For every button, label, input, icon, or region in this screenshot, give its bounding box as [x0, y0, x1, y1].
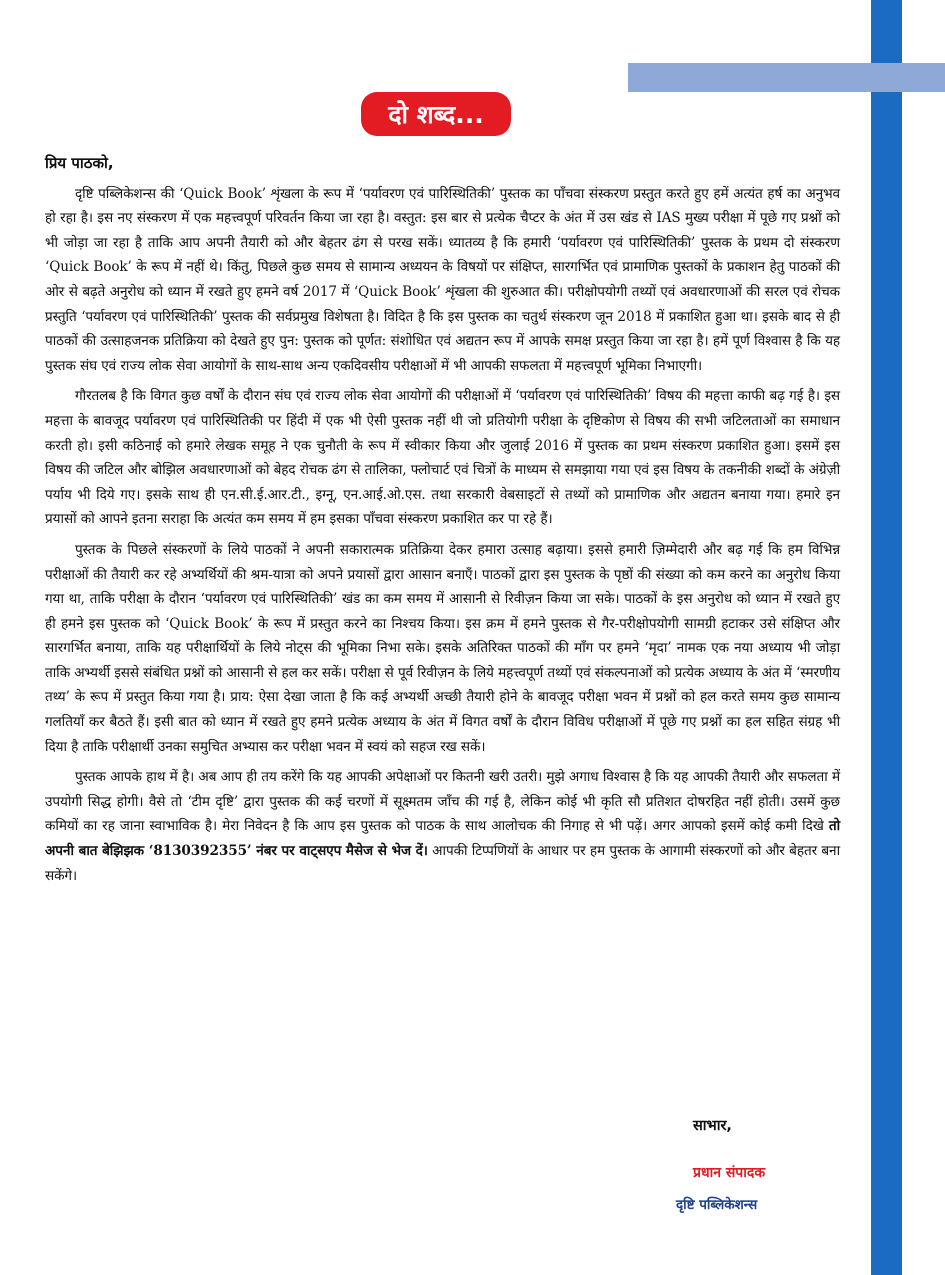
paragraph-4-text-b: आपकी टिप्पणियों के आधार पर हम पुस्तक के आगामी संस्करणों को और बेहतर बना सकेंगे। [45, 843, 840, 884]
paragraph-4 [45, 765, 840, 888]
whatsapp-contact-note: तो अपनी बात बेझिझक ‘8130392355’ नंबर पर वाट्सएप मैसेज से भेज दें। [45, 818, 840, 860]
signer-title: प्रधान संपादक [693, 1165, 766, 1181]
signer-organization: दृष्टि पब्लिकेशन्स [676, 1197, 758, 1213]
page-title: दो शब्द... [361, 92, 511, 136]
decorative-horizontal-stripe [628, 63, 945, 92]
closing-regards: साभार, [693, 1118, 732, 1134]
paragraph-4-text-a: पुस्तक आपके हाथ में है। अब आप ही तय करेंगे कि यह आपकी अपेक्षाओं पर कितनी खरी उतरी। मुझे अगाध विश्वास है कि यह आपकी तैयारी और सफलता में उपयोगी सिद्ध होगी। वैसे तो ‘टीम दृष्टि’ द्वारा पुस्तक की कई चरणों में सूक्ष्मतम जाँच की गई है, लेकिन कोई भी कृति सौ प्रतिशत दोषरहित नहीं होती। उसमें कुछ कमियों का रह जाना स्वाभाविक है। मेरा निवेदन है कि आप इस पुस्तक को पाठक के साथ आलोचक की निगाह से भी पढ़ें। अगर आपको इसमें कोई कमी दिखे [45, 769, 840, 835]
salutation: प्रिय पाठको, [45, 154, 114, 172]
decorative-vertical-stripe [871, 0, 902, 1275]
paragraph-1: दृष्टि पब्लिकेशन्स की ‘Quick Book’ शृंखला के रूप में ‘पर्यावरण एवं पारिस्थितिकी’ पुस्तक का पाँचवा संस्करण प्रस्तुत करते हुए हमें अत्यंत हर्ष का अनुभव हो रहा है। इस नए संस्करण में एक महत्त्वपूर्ण परिवर्तन किया जा रहा है। वस्तुत: इस बार से प्रत्येक चैप्टर के अंत में उस खंड से IAS मुख्य परीक्षा में पूछे गए प्रश्नों को भी जोड़ा जा रहा है ताकि आप अपनी तैयारी को और बेहतर ढंग से परख सकें। ध्यातव्य है कि हमारी ‘पर्यावरण एवं पारिस्थितिकी’ पुस्तक के प्रथम दो संस्करण ‘Quick Book’ के रूप में नहीं थे। किंतु, पिछले कुछ समय से सामान्य अध्ययन के विषयों पर संक्षिप्त, सारगर्भित एवं प्रामाणिक पुस्तकों के प्रकाशन हेतु पाठकों की ओर से बढ़ते अनुरोध को ध्यान में रखते हुए हमने वर्ष 2017 में ‘Quick Book’ शृंखला की शुरुआत की। परीक्षोपयोगी तथ्यों एवं अवधारणाओं की सरल एवं रोचक प्रस्तुति ‘पर्यावरण एवं पारिस्थितिकी’ पुस्तक की सर्वप्रमुख विशेषता है। विदित है कि इस पुस्तक का चतुर्थ संस्करण जून 2018 में प्रकाशित हुआ था। इसके बाद से ही पाठकों की उत्साहजनक प्रतिक्रिया को देखते हुए पुन: पुस्तक को पूर्णत: संशोधित एवं अद्यतन रूप में आपके समक्ष प्रस्तुत किया जा रहा है। हमें पूर्ण विश्वास है कि यह पुस्तक संघ एवं राज्य लोक सेवा आयोगों के साथ-साथ अन्य एकदिवसीय परीक्षाओं में भी आपकी सफलता में महत्त्वपूर्ण भूमिका निभाएगी। [45, 185, 840, 374]
letter-body [45, 151, 840, 894]
paragraph-3: पुस्तक के पिछले संस्करणों के लिये पाठकों ने अपनी सकारात्मक प्रतिक्रिया देकर हमारा उत्साह बढ़ाया। इससे हमारी ज़िम्मेदारी और बढ़ गई कि हम विभिन्न परीक्षाओं की तैयारी कर रहे अभ्यर्थियों की श्रम-यात्रा को अपने प्रयासों द्वारा आसान बनाएँ। पाठकों द्वारा इस पुस्तक के पृष्ठों की संख्या को कम करने का अनुरोध किया गया था, ताकि परीक्षा के दौरान ‘पर्यावरण एवं पारिस्थितिकी’ खंड का कम समय में आसानी से रिवीज़न किया जा सके। पाठकों के इस अनुरोध को ध्यान में रखते हुए ही हमने इस पुस्तक को ‘Quick Book’ के रूप में प्रस्तुत करने का निश्चय किया। इस क्रम में हमने पुस्तक से गैर-परीक्षोपयोगी सामग्री हटाकर उसे संक्षिप्त और सारगर्भित बनाया, ताकि यह परीक्षार्थियों के लिये नोट्स की भूमिका निभा सके। इसके अतिरिक्त पाठकों की माँग पर हमने ‘मृदा’ नामक एक नया अध्याय भी जोड़ा ताकि अभ्यर्थी इससे संबंधित प्रश्नों को आसानी से हल कर सकें। परीक्षा से पूर्व रिवीज़न के लिये महत्त्वपूर्ण तथ्यों एवं संकल्पनाओं को प्रत्येक अध्याय के अंत में ‘स्मरणीय तथ्य’ के रूप में प्रस्तुत किया गया है। प्राय: ऐसा देखा जाता है कि कई अभ्यर्थी अच्छी तैयारी होने के बावजूद परीक्षा भवन में प्रश्नों को हल करते समय कुछ सामान्य गलतियाँ कर बैठते हैं। इसी बात को ध्यान में रखते हुए हमने प्रत्येक अध्याय के अंत में विगत वर्षों के दौरान विविध परीक्षाओं में पूछे गए प्रश्नों का हल सहित संग्रह भी दिया है ताकि परीक्षार्थी उनका समुचित अभ्यास कर परीक्षा भवन में स्वयं को सहज रख सकें। [45, 541, 841, 755]
paragraph-2: गौरतलब है कि विगत कुछ वर्षों के दौरान संघ एवं राज्य लोक सेवा आयोगों की परीक्षाओं में ‘पर्यावरण एवं पारिस्थितिकी’ विषय की महत्ता काफी बढ़ गई है। इस महत्ता के बावजूद पर्यावरण एवं पारिस्थितिकी पर हिंदी में एक भी ऐसी पुस्तक नहीं थी जो प्रतियोगी परीक्षा के दृष्टिकोण से विषय की सभी जटिलताओं का समाधान करती हो। इसी कठिनाई को हमारे लेखक समूह ने एक चुनौती के रूप में स्वीकार किया और जुलाई 2016 में पुस्तक का प्रथम संस्करण प्रकाशित हुआ। इसमें इस विषय की जटिल और बोझिल अवधारणाओं को बेहद रोचक ढंग से तालिका, फ्लोचार्ट एवं चित्रों के माध्यम से समझाया गया एवं इस विषय के तकनीकी शब्दों के अंग्रेज़ी पर्याय भी दिये गए। इसके साथ ही एन.सी.ई.आर.टी., इग्नू, एन.आई.ओ.एस. तथा सरकारी वेबसाइटों से तथ्यों को प्रामाणिक और अद्यतन बनाया गया। हमारे इन प्रयासों को आपने इतना सराहा कि अत्यंत कम समय में हम इसका पाँचवा संस्करण प्रकाशित कर पा रहे हैं। [45, 388, 840, 528]
